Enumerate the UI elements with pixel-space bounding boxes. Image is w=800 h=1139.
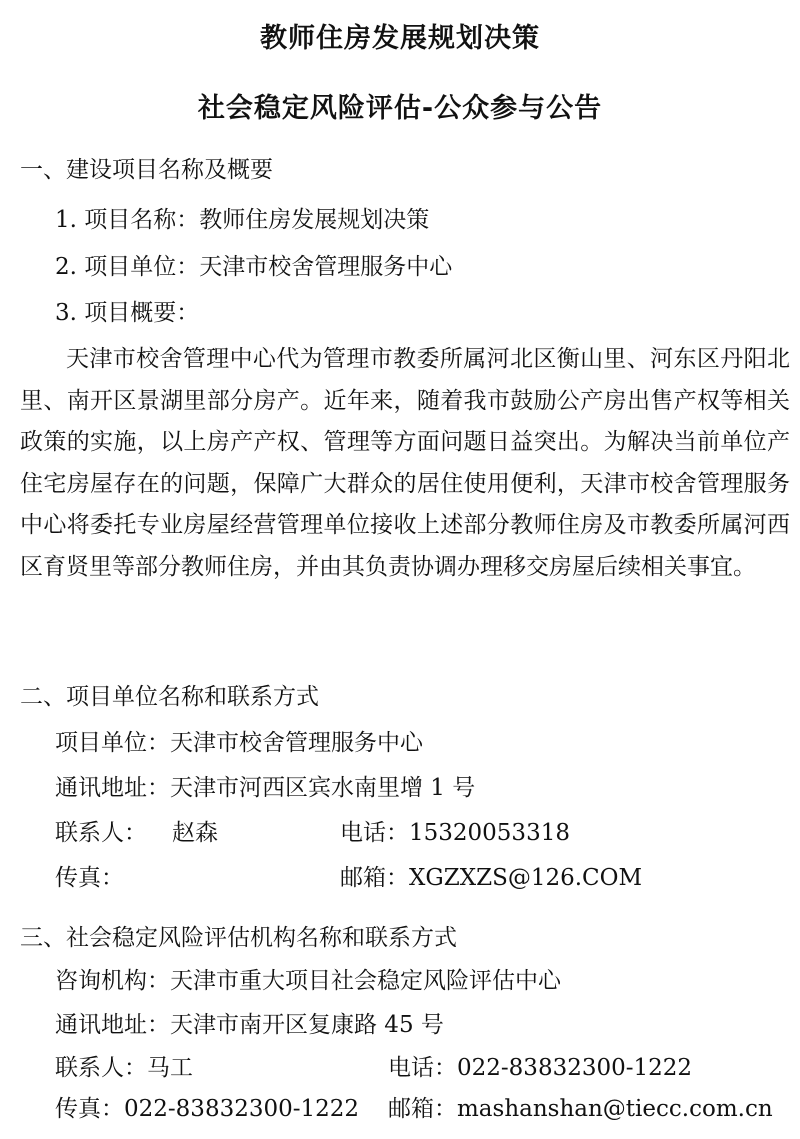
unit-line: 项目单位：天津市校舍管理服务中心 [55, 730, 423, 756]
agency-phone: 电话：022-83832300-1222 [388, 1055, 693, 1081]
unit-fax: 传真： [55, 865, 124, 891]
agency-line: 咨询机构：天津市重大项目社会稳定风险评估中心 [55, 968, 561, 994]
section3-heading: 三、社会稳定风险评估机构名称和联系方式 [20, 925, 457, 951]
unit-phone: 电话：15320053318 [340, 820, 570, 846]
agency-contact: 联系人：马工 [55, 1055, 193, 1081]
unit-contact-name: 赵森 [172, 820, 218, 846]
agency-email: 邮箱：mashanshan@tiecc.com.cn [388, 1096, 773, 1122]
project-summary-label: 3. 项目概要： [55, 300, 200, 326]
project-name-line: 1. 项目名称：教师住房发展规划决策 [55, 207, 430, 233]
agency-address-line: 通讯地址：天津市南开区复康路 45 号 [55, 1012, 444, 1038]
unit-address-line: 通讯地址：天津市河西区宾水南里增 1 号 [55, 775, 476, 801]
unit-email: 邮箱：XGZXZS@126.COM [340, 865, 643, 891]
project-summary-paragraph: 天津市校舍管理中心代为管理市教委所属河北区衡山里、河东区丹阳北里、南开区景湖里部分房产。近年来，随着我市鼓励公产房出售产权等相关政策的实施，以上房产产权、管理等方面问题日益突出。为解决当前单位产住宅房屋存在的问题，保障广大群众的居住使用便利，天津市校舍管理服务中心将委托专业房屋经营管理单位接收上述部分教师住房及市教委所属河西区育贤里等部分教师住房，并由其负责协调办理移交房屋后续相关事宜。 [20, 346, 790, 580]
agency-fax: 传真：022-83832300-1222 [55, 1096, 360, 1122]
unit-contact-label: 联系人： [55, 820, 147, 846]
document-subtitle: 社会稳定风险评估-公众参与公告 [197, 93, 603, 124]
section1-heading: 一、建设项目名称及概要 [20, 157, 273, 183]
section2-heading: 二、项目单位名称和联系方式 [20, 684, 319, 710]
project-unit-line: 2. 项目单位：天津市校舍管理服务中心 [55, 254, 453, 280]
document-title: 教师住房发展规划决策 [260, 23, 540, 54]
